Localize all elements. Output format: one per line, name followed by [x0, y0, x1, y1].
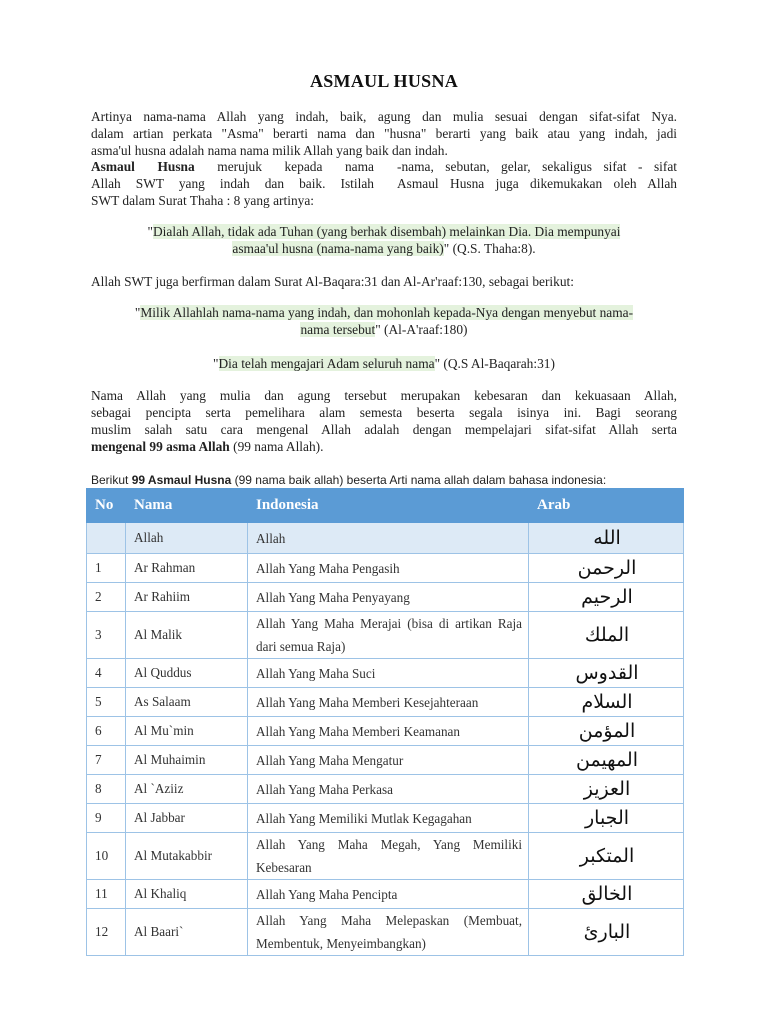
table-row	[87, 775, 684, 804]
cell-arab: القدوس	[529, 659, 684, 688]
cell-no: 4	[87, 659, 126, 688]
quote-open-mark: "	[134, 305, 141, 320]
intro-line-2: dalam artian perkata "Asma" berarti nama dan "husna" berarti yang baik atau yang indah, jadi	[91, 126, 677, 141]
cell-indonesia: Allah Yang Maha Melepaskan (Membuat, Membentuk, Menyeimbangkan)	[248, 909, 529, 956]
asmaul-husna-column-right	[397, 158, 677, 192]
table-row	[87, 612, 684, 659]
cell-arab: المتكبر	[529, 833, 684, 880]
cell-indonesia: Allah Yang Maha Memberi Kesejahteraan	[248, 688, 529, 717]
header-arab: Arab	[529, 489, 684, 523]
cell-indonesia: Allah Yang Maha Memberi Keamanan	[248, 717, 529, 746]
cell-indonesia: Allah Yang Maha Pengasih	[248, 554, 529, 583]
quote-araaf-highlight-2: nama tersebut	[300, 322, 376, 337]
cell-nama: Ar Rahman	[126, 554, 248, 583]
cell-nama: Al Khaliq	[126, 880, 248, 909]
page-title: ASMAUL HUSNA	[309, 71, 459, 91]
table-row	[87, 746, 684, 775]
cell-indonesia: Allah Yang Maha Pencipta	[248, 880, 529, 909]
table-row	[87, 659, 684, 688]
explanation-tail: (99 nama Allah).	[229, 439, 324, 454]
header-indonesia: Indonesia	[248, 489, 529, 523]
cell-no: 8	[87, 775, 126, 804]
cell-indonesia: Allah Yang Maha Suci	[248, 659, 529, 688]
asmaul-husna-column-left	[91, 158, 374, 209]
table-row	[87, 554, 684, 583]
asmaul-husna-table	[86, 488, 684, 956]
asmaul-husna-bold: Asmaul Husna	[91, 159, 195, 174]
cell-arab: الخالق	[529, 880, 684, 909]
table-row	[87, 583, 684, 612]
cell-arab: البارئ	[529, 909, 684, 956]
cell-nama: Al Mu`min	[126, 717, 248, 746]
quote-araaf-citation: " (Al-A'raaf:180)	[375, 322, 468, 337]
right-col-line-2: Asmaul Husna juga dikemukakan oleh Allah	[397, 176, 677, 191]
explanation-line-1: Nama Allah yang mulia dan agung tersebut merupakan kebesaran dan kekuasaan Allah,	[91, 388, 677, 403]
cell-arab: الجبار	[529, 804, 684, 833]
left-col-line-3: SWT dalam Surat Thaha : 8 yang artinya:	[91, 193, 314, 208]
table-row	[87, 804, 684, 833]
table-row	[87, 909, 684, 956]
quote-thaha-citation: " (Q.S. Thaha:8).	[443, 241, 536, 256]
header-no: No	[87, 489, 126, 523]
table-row	[87, 833, 684, 880]
cell-no: 9	[87, 804, 126, 833]
explanation-line-2: sebagai pencipta serta pemelihara alam semesta beserta segala isinya ini. Bagi seorang	[91, 405, 677, 420]
table-header-row	[87, 489, 684, 523]
cell-no: 1	[87, 554, 126, 583]
cell-arab: المهيمن	[529, 746, 684, 775]
quote-al-baqarah	[91, 355, 677, 372]
cell-arab: الرحيم	[529, 583, 684, 612]
cell-nama: Al Baari`	[126, 909, 248, 956]
cell-no: 3	[87, 612, 126, 659]
quote-al-araaf	[91, 304, 677, 338]
cell-no: 5	[87, 688, 126, 717]
cell-arab: الرحمن	[529, 554, 684, 583]
cell-arab: المؤمن	[529, 717, 684, 746]
quote-araaf-highlight-1: Milik Allahlah nama-nama yang indah, dan mohonlah kepada-Nya dengan menyebut nama-	[140, 305, 634, 320]
table-row	[87, 717, 684, 746]
cell-arab: العزيز	[529, 775, 684, 804]
cell-nama: Al Jabbar	[126, 804, 248, 833]
quote-thaha	[91, 223, 677, 257]
explanation-bold: mengenal 99 asma Allah	[91, 439, 230, 454]
left-col-line-1-rest: merujuk kepada nama	[194, 159, 374, 174]
table-intro	[91, 472, 606, 488]
cell-no	[87, 523, 126, 554]
quote-baqarah-citation: " (Q.S Al-Baqarah:31)	[434, 356, 555, 371]
cell-nama: Ar Rahiim	[126, 583, 248, 612]
cell-no: 6	[87, 717, 126, 746]
table-row	[87, 880, 684, 909]
quote-baqarah-highlight: Dia telah mengajari Adam seluruh nama	[218, 356, 435, 371]
explanation-line-3: muslim salah satu cara mengenal Allah adalah dengan mempelajari sifat-sifat Allah serta	[91, 422, 677, 437]
right-col-line-1: -nama, sebutan, gelar, sekaligus sifat - sifat	[397, 159, 677, 174]
explanation-line-4	[91, 438, 677, 455]
intro-line-3: asma'ul husna adalah nama nama milik Allah yang baik dan indah.	[91, 143, 448, 158]
header-nama: Nama	[126, 489, 248, 523]
cell-no: 7	[87, 746, 126, 775]
cell-indonesia: Allah Yang Memiliki Mutlak Kegagahan	[248, 804, 529, 833]
cell-no: 10	[87, 833, 126, 880]
quote-thaha-highlight-1: Dialah Allah, tidak ada Tuhan (yang berhak disembah) melainkan Dia. Dia mempunyai	[153, 224, 621, 239]
cell-arab: السلام	[529, 688, 684, 717]
cell-nama: Al Mutakabbir	[126, 833, 248, 880]
quote-open-mark: "	[213, 356, 219, 371]
table-intro-pre: Berikut	[91, 473, 132, 487]
cell-no: 2	[87, 583, 126, 612]
explanation-paragraph	[91, 387, 677, 455]
cell-arab: الله	[529, 523, 684, 554]
table-intro-post: (99 nama baik allah) beserta Arti nama allah dalam bahasa indonesia:	[231, 473, 607, 487]
cell-indonesia: Allah Yang Maha Penyayang	[248, 583, 529, 612]
left-col-line-1	[91, 158, 374, 175]
cell-no: 11	[87, 880, 126, 909]
quote-open-mark: "	[147, 224, 154, 239]
cell-indonesia: Allah Yang Maha Perkasa	[248, 775, 529, 804]
left-col-line-2: Allah SWT yang indah dan baik. Istilah	[91, 176, 374, 191]
cell-nama: As Salaam	[126, 688, 248, 717]
intro-paragraph	[91, 108, 677, 159]
cell-nama: Al Quddus	[126, 659, 248, 688]
cell-indonesia: Allah Yang Maha Merajai (bisa di artikan Raja dari semua Raja)	[248, 612, 529, 659]
table-row	[87, 523, 684, 554]
table-row	[87, 688, 684, 717]
cell-nama: Al Malik	[126, 612, 248, 659]
surah-reference-paragraph: Allah SWT juga berfirman dalam Surat Al-Baqara:31 dan Al-Ar'raaf:130, sebagai berikut:	[91, 274, 574, 289]
table-intro-bold: 99 Asmaul Husna	[131, 473, 232, 487]
quote-thaha-highlight-2: asmaa'ul husna (nama-nama yang baik)	[232, 241, 444, 256]
cell-indonesia: Allah Yang Maha Mengatur	[248, 746, 529, 775]
cell-indonesia: Allah Yang Maha Megah, Yang Memiliki Kebesaran	[248, 833, 529, 880]
cell-nama: Allah	[126, 523, 248, 554]
cell-nama: Al Muhaimin	[126, 746, 248, 775]
cell-arab: الملك	[529, 612, 684, 659]
intro-line-1: Artinya nama-nama Allah yang indah, baik, agung dan mulia sesuai dengan sifat-sifat Nya.	[91, 109, 677, 124]
cell-no: 12	[87, 909, 126, 956]
cell-indonesia: Allah	[248, 523, 529, 554]
cell-nama: Al `Aziiz	[126, 775, 248, 804]
